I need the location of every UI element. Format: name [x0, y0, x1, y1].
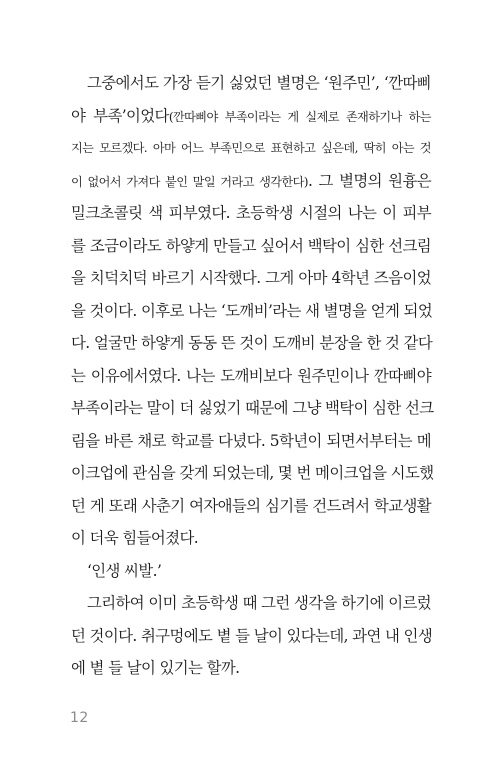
text-line: 을 것이다. 이후로 나는 ‘도깨비’라는 새 별명을 얻게 되었: [71, 301, 433, 320]
text-line: 를 조금이라도 하얗게 만들고 싶어서 백탁이 심한 선크림: [71, 236, 431, 255]
text-line: 그리하여 이미 초등학생 때 그런 생각을 하기에 이르렀: [87, 594, 431, 612]
text-line: 부족이라는 말이 더 싫었기 때문에 그냥 백탁이 심한 선크: [71, 399, 434, 417]
footnote-text: 이 없어서 가져다 붙인 말일 거라고 생각한다): [71, 174, 308, 189]
text-main: . 그 별명의 원흉은: [307, 171, 431, 190]
page-number: 12: [70, 710, 89, 726]
text-line: 그중에서도 가장 듣기 싫었던 별명은 ‘원주민’, ‘깐따삐: [87, 74, 431, 92]
body-text: [71, 67, 434, 685]
text-line: 밀크초콜릿 색 피부였다. 초등학생 시절의 나는 이 피부: [71, 204, 431, 222]
text-line: 던 것이다. 취구멍에도 볕 들 날이 있다는데, 과연 내 인생: [71, 626, 433, 645]
text-line: 에 볕 들 날이 있기는 할까.: [71, 659, 240, 677]
footnote-text: (깐따삐야 부족이라는 게 실제로 존재하기나 하는: [168, 109, 431, 124]
text-main: 야 부족’이었다: [71, 106, 169, 125]
text-line: 을 치덕치덕 바르기 시작했다. 그게 아마 4학년 즈음이었: [71, 269, 431, 287]
quote-line: ‘인생 씨발.’: [87, 561, 162, 580]
text-line: 는 이유에서였다. 나는 도깨비보다 원주민이나 깐따삐야: [71, 366, 431, 385]
footnote-line: 지는 모르겠다. 아마 어느 부족민으로 표현하고 싶은데, 딱히 아는 것: [71, 141, 431, 155]
text-line: 림을 바른 채로 학교를 다녔다. 5학년이 되면서부터는 메: [71, 431, 431, 450]
text-line: 이크업에 관심을 갖게 되었는데, 몇 번 메이크업을 시도했: [71, 464, 434, 482]
text-line: 이 더욱 힘들어졌다.: [71, 529, 199, 547]
text-line: [71, 100, 431, 133]
text-line: 던 게 또래 사춘기 여자애들의 심기를 건드려서 학교생활: [71, 496, 431, 515]
text-line: [71, 165, 431, 198]
text-line: 다. 얼굴만 하얗게 동동 뜬 것이 도깨비 분장을 한 것 같다: [71, 334, 433, 352]
